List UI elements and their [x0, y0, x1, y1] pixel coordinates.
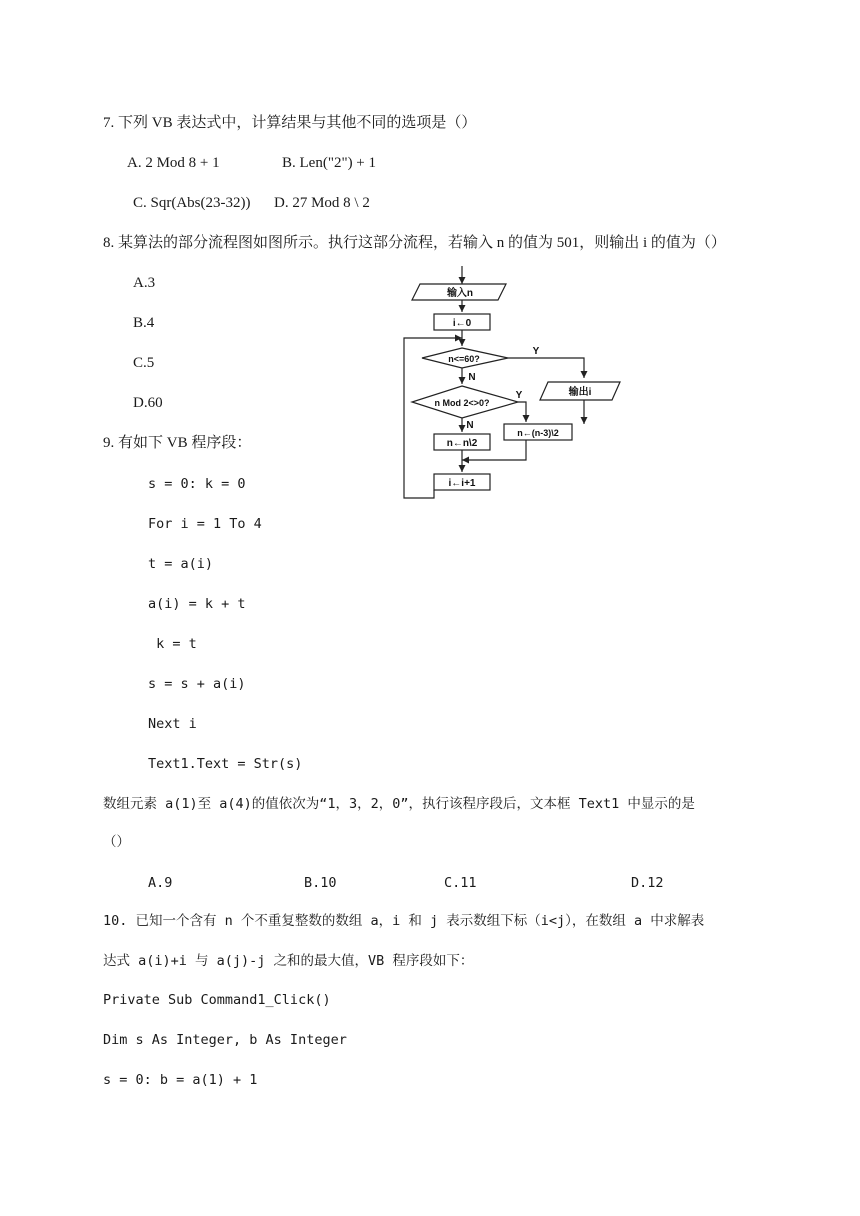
q9-code-line: Next i	[148, 716, 197, 732]
q9-code-line: Text1.Text = Str(s)	[148, 756, 303, 772]
fc-cond2-label: n Mod 2<>0?	[434, 398, 490, 408]
fc-init-label: i←0	[452, 318, 472, 329]
q10-stem-line2: 达式 a(i)+i 与 a(j)-j 之和的最大值，VB 程序段如下：	[103, 953, 474, 969]
q10-stem-line1: 10. 已知一个含有 n 个不重复整数的数组 a，i 和 j 表示数组下标（i<j），在数组 a 中求解表	[103, 913, 705, 929]
fc-even-label: n←n\2	[446, 438, 478, 449]
q8-option-b: B.4	[133, 315, 155, 331]
flowchart-diagram	[398, 266, 626, 502]
q9-code-line: a(i) = k + t	[148, 596, 246, 612]
q8-option-d: D.60	[133, 395, 163, 411]
q9-code-line: k = t	[148, 636, 197, 652]
q10-code-line: Dim s As Integer, b As Integer	[103, 1032, 347, 1048]
q9-option-c: C.11	[444, 875, 477, 891]
fc-no-label-2: N	[466, 420, 474, 431]
q8-option-a: A.3	[133, 275, 156, 291]
q7-option-c: C. Sqr(Abs(23-32))	[133, 195, 251, 211]
q9-option-b: B.10	[304, 875, 337, 891]
q9-option-a: A.9	[148, 875, 173, 891]
q7-option-a: A. 2 Mod 8 + 1	[127, 155, 220, 171]
fc-odd-label: n←(n-3)\2	[517, 428, 559, 438]
fc-output-label: 输出i	[568, 387, 592, 398]
fc-yes-label-2: Y	[515, 390, 523, 401]
fc-no-label-1: N	[468, 372, 476, 383]
fc-yes-label-1: Y	[532, 346, 540, 357]
q8-stem: 8. 某算法的部分流程图如图所示。执行这部分流程，若输入 n 的值为 501，则输出 i 的值为（）	[103, 235, 726, 251]
q9-code-line: For i = 1 To 4	[148, 516, 262, 532]
q8-option-c: C.5	[133, 355, 155, 371]
q9-code-line: s = s + a(i)	[148, 676, 246, 692]
fc-input-label: 输入n	[446, 288, 474, 299]
q9-description: 数组元素 a(1)至 a(4)的值依次为“1，3，2，0”，执行该程序段后，文本框 Text1 中显示的是	[103, 796, 695, 812]
q9-answer-paren: （）	[103, 834, 130, 850]
q9-option-d: D.12	[631, 875, 664, 891]
q7-option-d: D. 27 Mod 8 \ 2	[274, 195, 370, 211]
q10-code-line: Private Sub Command1_Click()	[103, 992, 331, 1008]
q9-stem: 9. 有如下 VB 程序段：	[103, 435, 252, 451]
q7-stem: 7. 下列 VB 表达式中，计算结果与其他不同的选项是（）	[103, 115, 477, 131]
q7-option-b: B. Len("2") + 1	[282, 155, 377, 171]
q10-code-line: s = 0: b = a(1) + 1	[103, 1072, 258, 1088]
fc-cond1-label: n<=60?	[448, 354, 480, 364]
q9-code-line: t = a(i)	[148, 556, 214, 572]
q9-code-line: s = 0: k = 0	[148, 476, 246, 492]
fc-increment-label: i←i+1	[448, 478, 476, 489]
